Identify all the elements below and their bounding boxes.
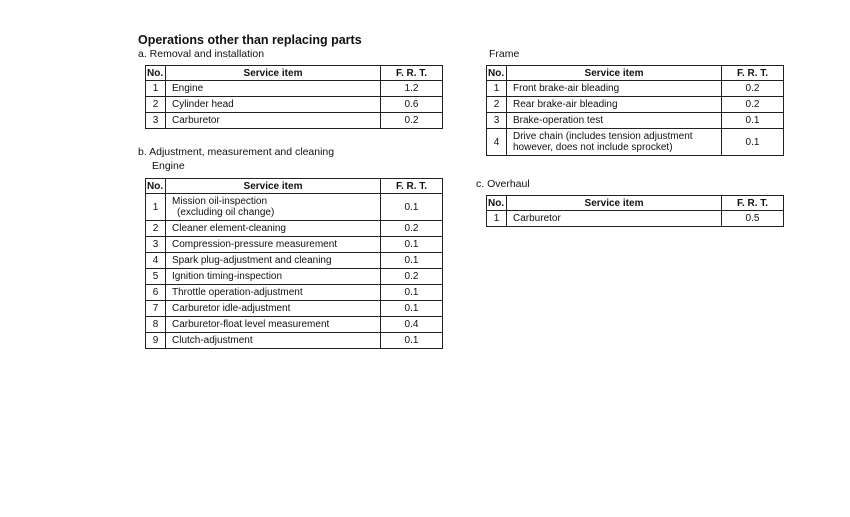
row-frt: 1.2 (381, 81, 443, 97)
table-row (146, 113, 443, 129)
row-service-item-line2: (excluding oil change) (177, 207, 275, 218)
row-service-item-line1: Mission oil-inspection (172, 196, 268, 207)
row-frt: 0.1 (381, 301, 443, 317)
row-no: 8 (146, 317, 166, 333)
col-header-service-item: Service item (507, 66, 722, 81)
table-row (487, 211, 784, 227)
table-row (146, 333, 443, 349)
row-frt: 0.1 (722, 129, 784, 156)
col-header-no: No. (487, 196, 507, 211)
row-no: 5 (146, 269, 166, 285)
row-frt: 0.2 (381, 269, 443, 285)
row-no: 4 (146, 253, 166, 269)
row-service-item: Engine (166, 81, 381, 97)
table-row (146, 97, 443, 113)
table-row (146, 81, 443, 97)
row-frt: 0.1 (381, 333, 443, 349)
table-row (146, 253, 443, 269)
row-service-item: Rear brake-air bleading (507, 97, 722, 113)
table-header-row (146, 179, 443, 194)
row-service-item: Front brake-air bleading (507, 81, 722, 97)
table-row (487, 97, 784, 113)
table-row (487, 113, 784, 129)
row-service-item: Carburetor idle-adjustment (166, 301, 381, 317)
row-frt: 0.2 (722, 81, 784, 97)
row-service-item: Carburetor (166, 113, 381, 129)
row-service-item (166, 194, 381, 221)
page-title: Operations other than replacing parts (138, 33, 362, 47)
row-frt: 0.1 (381, 194, 443, 221)
table-header-row (487, 66, 784, 81)
table-row (146, 237, 443, 253)
col-header-service-item: Service item (166, 66, 381, 81)
col-header-frt: F. R. T. (722, 196, 784, 211)
table-header-row (146, 66, 443, 81)
col-header-service-item: Service item (507, 196, 722, 211)
col-header-frt: F. R. T. (722, 66, 784, 81)
row-no: 2 (146, 221, 166, 237)
col-header-service-item: Service item (166, 179, 381, 194)
table-row (146, 285, 443, 301)
table-row (146, 301, 443, 317)
row-service-item: Cylinder head (166, 97, 381, 113)
row-no: 3 (487, 113, 507, 129)
row-no: 9 (146, 333, 166, 349)
row-frt: 0.1 (381, 285, 443, 301)
row-frt: 0.2 (381, 113, 443, 129)
row-service-item: Spark plug-adjustment and cleaning (166, 253, 381, 269)
row-service-item: Compression-pressure measurement (166, 237, 381, 253)
row-frt: 0.4 (381, 317, 443, 333)
row-no: 1 (487, 211, 507, 227)
section-a-label: a. Removal and installation (138, 48, 265, 60)
row-no: 1 (146, 81, 166, 97)
row-no: 2 (487, 97, 507, 113)
row-frt: 0.1 (381, 253, 443, 269)
removal-installation-table (145, 65, 443, 129)
row-service-item: Ignition timing-inspection (166, 269, 381, 285)
row-frt: 0.6 (381, 97, 443, 113)
section-b-sublabel: Engine (152, 160, 185, 172)
adjustment-engine-table (145, 178, 443, 349)
row-frt: 0.2 (381, 221, 443, 237)
row-no: 4 (487, 129, 507, 156)
table-row (487, 129, 784, 156)
row-service-item: Cleaner element-cleaning (166, 221, 381, 237)
row-no: 2 (146, 97, 166, 113)
row-no: 1 (146, 194, 166, 221)
table-row (146, 317, 443, 333)
col-header-frt: F. R. T. (381, 66, 443, 81)
row-frt: 0.2 (722, 97, 784, 113)
overhaul-table (486, 195, 784, 227)
row-frt: 0.1 (722, 113, 784, 129)
section-b-label: b. Adjustment, measurement and cleaning (138, 146, 335, 158)
table-row (146, 221, 443, 237)
row-service-item: Carburetor-float level measurement (166, 317, 381, 333)
row-no: 1 (487, 81, 507, 97)
row-service-item: Throttle operation-adjustment (166, 285, 381, 301)
row-frt: 0.5 (722, 211, 784, 227)
row-no: 6 (146, 285, 166, 301)
row-frt: 0.1 (381, 237, 443, 253)
col-header-no: No. (487, 66, 507, 81)
row-service-item: Brake-operation test (507, 113, 722, 129)
row-no: 3 (146, 237, 166, 253)
row-no: 3 (146, 113, 166, 129)
table-header-row (487, 196, 784, 211)
table-row (146, 269, 443, 285)
frame-table (486, 65, 784, 156)
col-header-no: No. (146, 179, 166, 194)
col-header-no: No. (146, 66, 166, 81)
col-header-frt: F. R. T. (381, 179, 443, 194)
row-service-item: Clutch-adjustment (166, 333, 381, 349)
row-service-item-line2: however, does not include sprocket) (513, 142, 673, 153)
row-service-item-line1: Drive chain (includes tension adjustment (513, 131, 693, 142)
row-no: 7 (146, 301, 166, 317)
table-row (146, 194, 443, 221)
section-c-label: c. Overhaul (476, 178, 530, 190)
frame-label: Frame (489, 48, 520, 60)
row-service-item (507, 129, 722, 156)
row-service-item: Carburetor (507, 211, 722, 227)
table-row (487, 81, 784, 97)
